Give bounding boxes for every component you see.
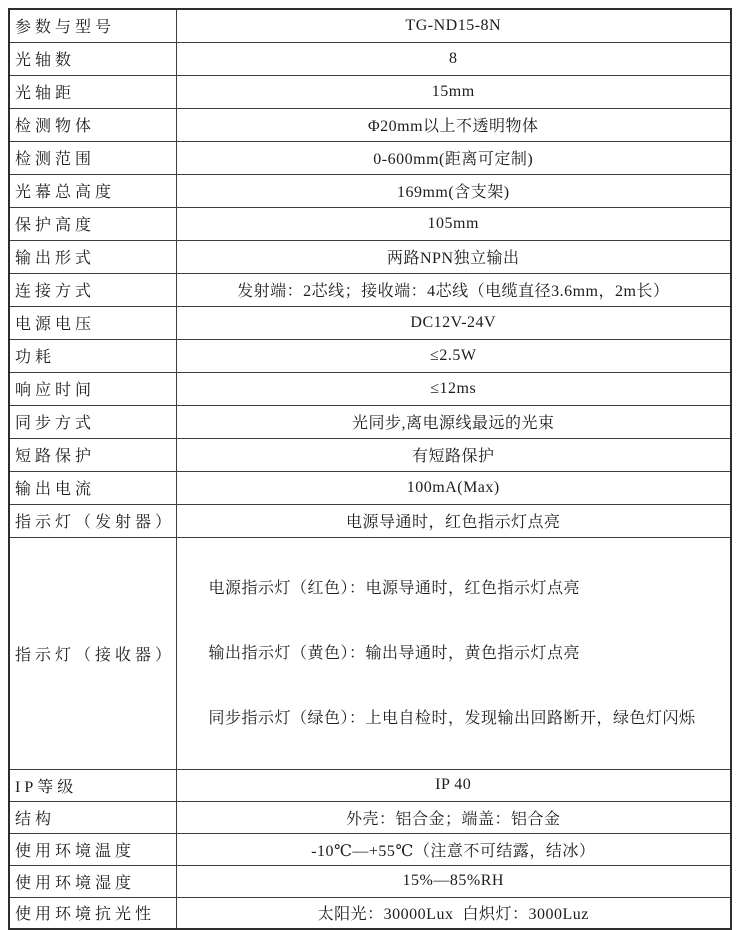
table-row <box>9 438 731 471</box>
table-row <box>9 405 731 438</box>
indicator-line-yellow: 输出指示灯（黄色）：输出导通时，黄色指示灯点亮 <box>208 644 581 662</box>
table-row <box>9 504 731 537</box>
param-value: ≤12ms <box>176 372 731 405</box>
param-value: 169mm(含支架) <box>176 174 731 207</box>
param-label: 检测物体 <box>9 108 176 141</box>
param-label: 光幕总高度 <box>9 174 176 207</box>
param-label: 使用环境温度 <box>9 833 176 865</box>
param-value: -10℃—+55℃（注意不可结露，结冰） <box>176 833 731 865</box>
table-row-receiver-indicators <box>9 537 731 769</box>
table-row <box>9 108 731 141</box>
table-row <box>9 75 731 108</box>
table-row <box>9 769 731 801</box>
param-label: 响应时间 <box>9 372 176 405</box>
spec-table <box>8 8 732 930</box>
param-label: 输出电流 <box>9 471 176 504</box>
table-row <box>9 273 731 306</box>
table-row <box>9 306 731 339</box>
indicator-line-red: 电源指示灯（红色）：电源导通时，红色指示灯点亮 <box>208 579 581 597</box>
param-value: 100mA(Max) <box>176 471 731 504</box>
param-value: 8 <box>176 42 731 75</box>
param-label: 短路保护 <box>9 438 176 471</box>
param-value: 105mm <box>176 207 731 240</box>
param-value: 两路NPN独立输出 <box>176 240 731 273</box>
table-row <box>9 471 731 504</box>
param-label: 输出形式 <box>9 240 176 273</box>
param-label: 功耗 <box>9 339 176 372</box>
param-label: 保护高度 <box>9 207 176 240</box>
param-value: IP 40 <box>176 769 731 801</box>
param-label: 光轴距 <box>9 75 176 108</box>
table-row <box>9 339 731 372</box>
param-value: Φ20mm以上不透明物体 <box>176 108 731 141</box>
param-label: IP等级 <box>9 769 176 801</box>
param-label: 指示灯（发射器） <box>9 504 176 537</box>
param-value: 太阳光：30000Lux 白炽灯：3000Luz <box>176 897 731 929</box>
param-label: 连接方式 <box>9 273 176 306</box>
param-value: 15%—85%RH <box>176 865 731 897</box>
param-value: 0-600mm(距离可定制) <box>176 141 731 174</box>
param-label: 使用环境抗光性 <box>9 897 176 929</box>
param-value: DC12V-24V <box>176 306 731 339</box>
param-label: 光轴数 <box>9 42 176 75</box>
table-row <box>9 865 731 897</box>
table-row <box>9 141 731 174</box>
param-label: 检测范围 <box>9 141 176 174</box>
param-label: 使用环境湿度 <box>9 865 176 897</box>
param-label: 指示灯（接收器） <box>9 537 176 769</box>
param-value-multiline <box>176 537 731 769</box>
param-label: 电源电压 <box>9 306 176 339</box>
table-row <box>9 372 731 405</box>
param-value: ≤2.5W <box>176 339 731 372</box>
table-row <box>9 833 731 865</box>
param-value: 电源导通时，红色指示灯点亮 <box>176 504 731 537</box>
table-row <box>9 801 731 833</box>
param-value: 光同步,离电源线最远的光束 <box>176 405 731 438</box>
indicator-line-green: 同步指示灯（绿色）：上电自检时，发现输出回路断开，绿色灯闪烁 <box>208 709 696 727</box>
param-value: 有短路保护 <box>176 438 731 471</box>
table-row <box>9 174 731 207</box>
table-row <box>9 240 731 273</box>
param-label: 同步方式 <box>9 405 176 438</box>
table-row <box>9 897 731 929</box>
table-row <box>9 207 731 240</box>
param-label: 参数与型号 <box>9 9 176 42</box>
param-label: 结构 <box>9 801 176 833</box>
param-value: 15mm <box>176 75 731 108</box>
table-row <box>9 9 731 42</box>
param-value: 外壳：铝合金；端盖：铝合金 <box>176 801 731 833</box>
param-value: TG-ND15-8N <box>176 9 731 42</box>
param-value: 发射端：2芯线；接收端：4芯线（电缆直径3.6mm，2m长） <box>176 273 731 306</box>
table-row <box>9 42 731 75</box>
